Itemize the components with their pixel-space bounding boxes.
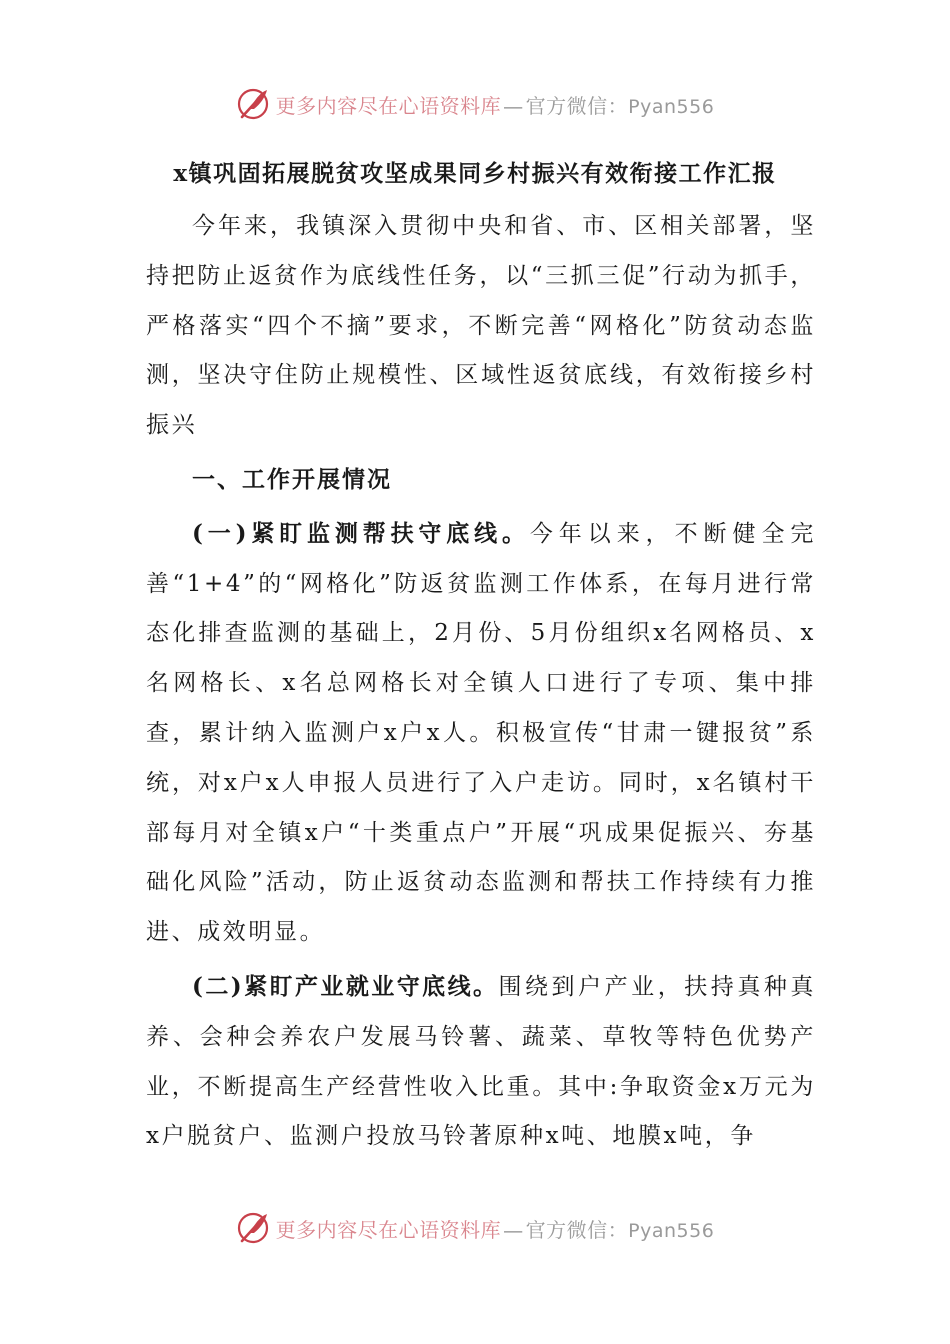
paragraph-monitoring (146, 509, 816, 958)
watermark-official-label: 官方微信： (525, 93, 629, 118)
watermark-wechat-id: Pyan556 (628, 95, 715, 118)
document-body (146, 202, 816, 1166)
document-title: x镇巩固拓展脱贫攻坚成果同乡村振兴有效衔接工作汇报 (173, 160, 777, 187)
paragraph-industry (146, 962, 816, 1162)
watermark-official-label: 官方微信： (525, 1217, 629, 1242)
watermark-text (276, 90, 715, 119)
paragraph-lead: (一)紧盯监测帮扶守底线。 (192, 519, 530, 547)
watermark-separator: — (503, 1217, 524, 1242)
quill-logo-icon (236, 87, 270, 121)
watermark-footer (0, 1208, 950, 1248)
watermark-slogan: 更多内容尽在心语资料库 (275, 93, 502, 118)
paragraph-text: 今年以来，不断健全完善“1+4”的“网格化”防返贫监测工作体系，在每月进行常态化排查监测的基础上，2月份、5月份组织x名网格员、x名网格长、x名总网格长对全镇人口进行了专项、集中排查，累计纳入监测户x户x人。积极宣传“甘肃一键报贫”系统，对x户x人申报人员进行了入户走访。同时，x名镇村干部每月对全镇x户“十类重点户”开展“巩成果促振兴、夯基础化风险”活动，防止返贫动态监测和帮扶工作持续有力推进、成效明显。 (146, 520, 817, 946)
watermark-slogan: 更多内容尽在心语资料库 (275, 1217, 502, 1242)
quill-logo-icon (236, 1211, 270, 1245)
watermark-wechat-id: Pyan556 (628, 1219, 715, 1242)
paragraph-lead: (二)紧盯产业就业守底线。 (192, 972, 499, 1000)
watermark-separator: — (503, 93, 524, 118)
watermark-text (276, 1214, 715, 1243)
section-heading: 一、工作开展情况 (192, 465, 392, 493)
paragraph-text: 围绕到户产业，扶持真种真养、会种会养农户发展马铃薯、蔬菜、草牧等特色优势产业，不断提高生产经营性收入比重。其中:争取资金x万元为x户脱贫户、监测户投放马铃著原种x吨、地膜x吨，争 (146, 973, 817, 1150)
intro-paragraph: 今年来，我镇深入贯彻中央和省、市、区相关部署，坚持把防止返贫作为底线性任务，以“三抓三促”行动为抓手，严格落实“四个不摘”要求，不断完善“网格化”防贫动态监测，坚决守住防止规模性、区域性返贫底线，有效衔接乡村振兴 (146, 213, 816, 439)
watermark-header (0, 84, 950, 124)
